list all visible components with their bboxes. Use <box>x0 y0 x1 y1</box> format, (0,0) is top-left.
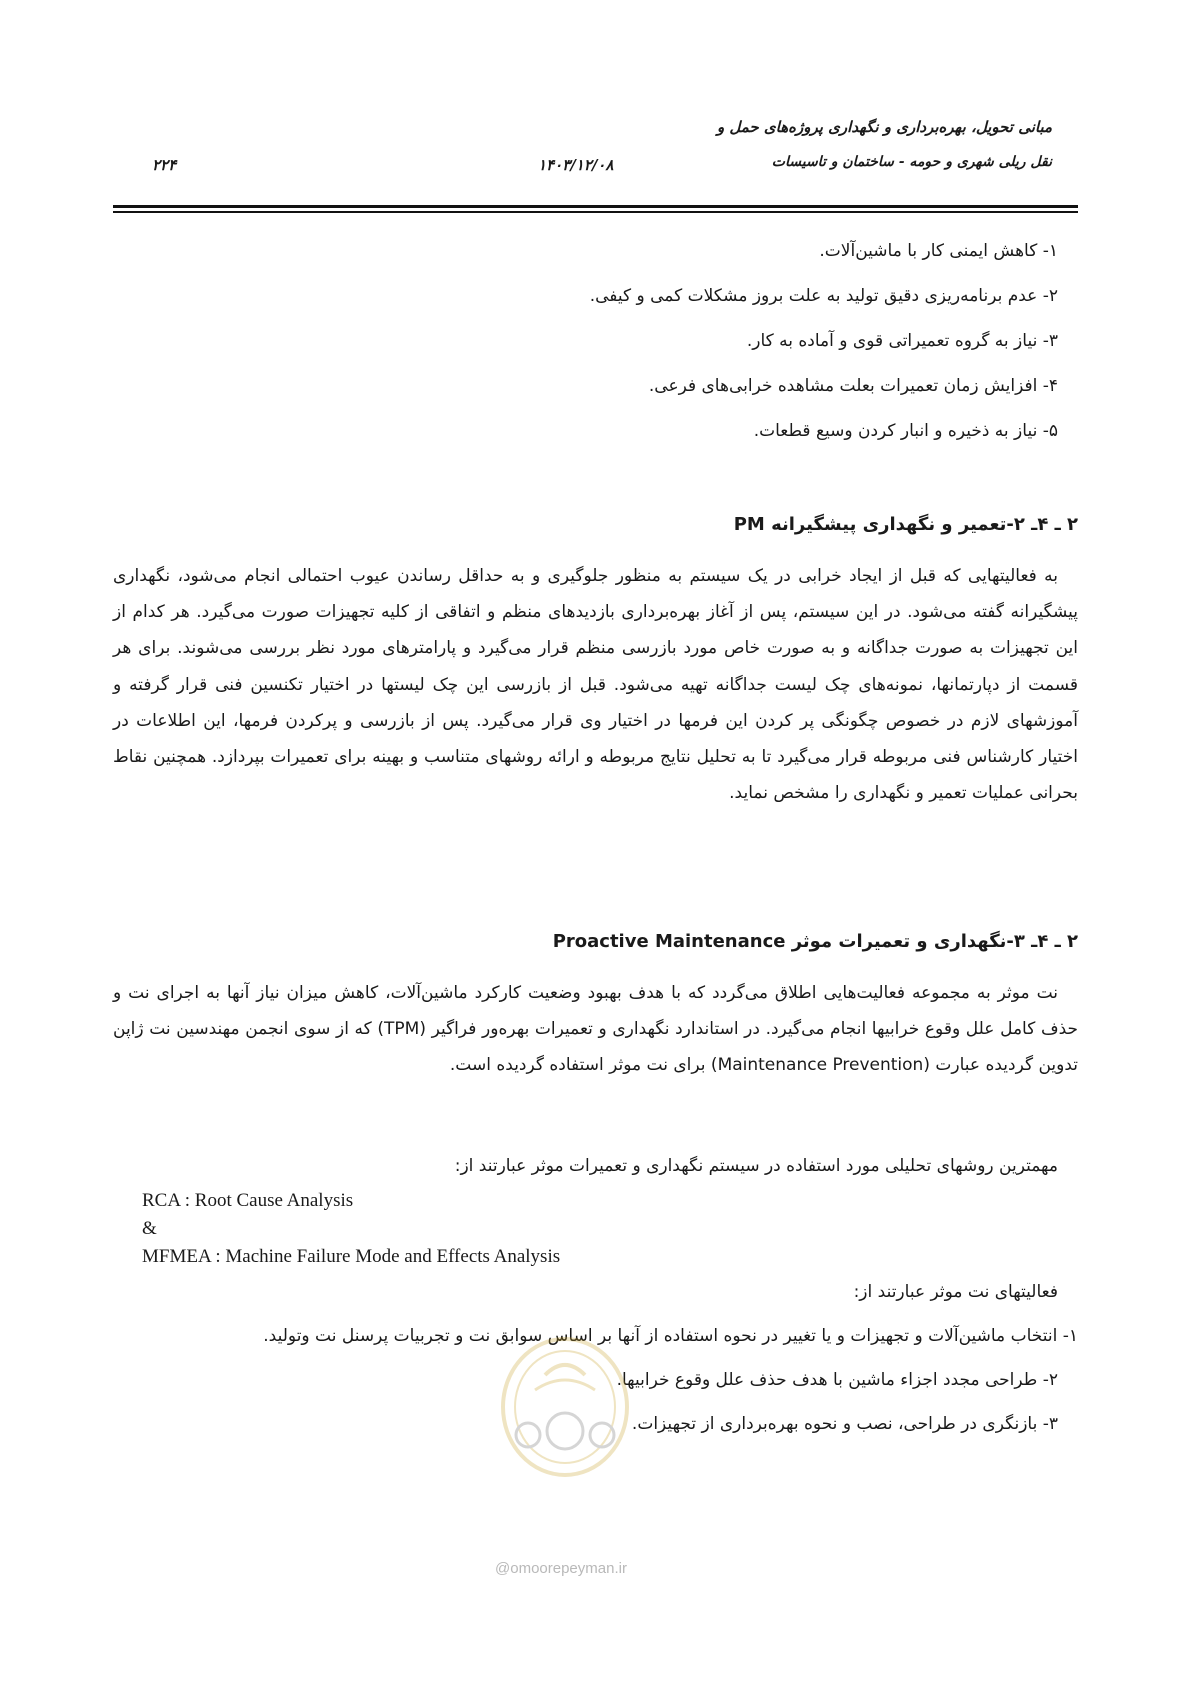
activities-intro: فعالیتهای نت موثر عبارتند از: <box>853 1282 1058 1302</box>
header-rule-thin <box>113 211 1078 213</box>
header-title-line1: مبانی تحویل، بهره‌برداری و نگهداری پروژه‌های حمل و <box>716 118 1052 136</box>
paragraph-proactive: نت موثر به مجموعه فعالیت‌هایی اطلاق می‌گردد که با هدف بهبود وضعیت کارکرد ماشین‌آلات، کاهش میزان نیاز آنها به اجرای نت و حذف کامل علل وقوع خرابیها انجام می‌گیرد. در استاندارد نگهداری و تعمیرات بهره‌ور فراگیر (TPM) که از سوی انجمن مهندسین نت ژاپن تدوین گردیده عبارت (Maintenance Prevention) برای نت موثر استفاده گردیده است. <box>113 983 1078 1076</box>
watermark-logo <box>470 1335 660 1495</box>
section-heading-proactive: ۲ ـ ۴ـ ۳-نگهداری و تعمیرات موثر Proactive Maintenance <box>552 931 1078 952</box>
watermark-text: @omoorepeyman.ir <box>495 1560 627 1577</box>
method-ampersand: & <box>142 1218 157 1239</box>
activity-item: ۳- بازنگری در طراحی، نصب و نحوه بهره‌برداری از تجهیزات. <box>631 1414 1058 1434</box>
header-rule-thick <box>113 205 1078 208</box>
activity-item: ۲- طراحی مجدد اجزاء ماشین با هدف حذف علل وقوع خرابیها. <box>616 1370 1058 1390</box>
method-mfmea: MFMEA : Machine Failure Mode and Effects Analysis <box>142 1246 561 1267</box>
list-item: ۱- کاهش ایمنی کار با ماشین‌آلات. <box>819 241 1058 261</box>
list-item: ۳- نیاز به گروه تعمیراتی قوی و آماده به کار. <box>746 331 1058 351</box>
page-number: ۲۲۴ <box>152 156 177 174</box>
method-rca: RCA : Root Cause Analysis <box>142 1190 354 1211</box>
activity-item: ۱- انتخاب ماشین‌آلات و تجهیزات و یا تغییر در نحوه استفاده از آنها بر اساس سوابق نت و تجربیات پرسنل نت وتولید. <box>263 1326 1078 1346</box>
list-item: ۵- نیاز به ذخیره و انبار کردن وسیع قطعات. <box>753 421 1058 441</box>
header-title-line2: نقل ریلی شهری و حومه - ساختمان و تاسیسات <box>771 154 1052 170</box>
list-item: ۴- افزایش زمان تعمیرات بعلت مشاهده خرابی‌های فرعی. <box>648 376 1058 396</box>
paragraph-pm: به فعالیتهایی که قبل از ایجاد خرابی در یک سیستم به منظور جلوگیری و به حداقل رساندن عیوب احتمالی انجام می‌شود، نگهداری پیشگیرانه گفته می‌شود. در این سیستم، پس از آغاز بهره‌برداری بازدیدهای منظم و اتفاقی از کلیه تجهیزات صورت می‌گیرد. هر کدام از این تجهیزات به صورت جداگانه و به صورت خاص مورد بازرسی منظم قرار می‌گیرد و پارامترهای مورد نظر بررسی می‌شوند. برای هر قسمت از دپارتمانها، نمونه‌های چک لیست جداگانه تهیه می‌شود. قبل از بازرسی این چک لیستها در اختیار تکنسین فنی قرار گرفته و آموزشهای لازم در خصوص چگونگی پر کردن این فرمها در اختیار وی قرار می‌گیرد. پس از بازرسی و پرکردن فرمها، این اطلاعات در اختیار کارشناس فنی مربوطه قرار می‌گیرد تا به تحلیل نتایج مربوطه و ارائه روشهای متناسب و بهینه برای تعمیرات بپردازد. همچنین نقاط بحرانی عملیات تعمیر و نگهداری را مشخص نماید. <box>113 566 1078 804</box>
section-heading-pm: ۲ ـ ۴ـ ۲-تعمیر و نگهداری پیشگیرانه PM <box>733 514 1078 535</box>
methods-intro: مهمترین روشهای تحلیلی مورد استفاده در سیستم نگهداری و تعمیرات موثر عبارتند از: <box>454 1156 1058 1176</box>
header-date: ۱۴۰۳/۱۲/۰۸ <box>538 156 614 174</box>
list-item: ۲- عدم برنامه‌ریزی دقیق تولید به علت بروز مشکلات کمی و کیفی. <box>589 286 1058 306</box>
